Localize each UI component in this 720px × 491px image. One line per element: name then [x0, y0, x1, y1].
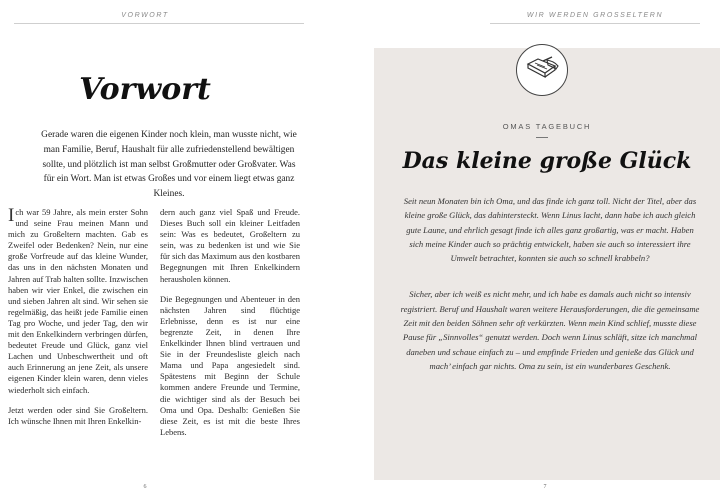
running-head-right: WIR WERDEN GROSSELTERN [526, 12, 664, 19]
writing-hand-icon [516, 44, 568, 96]
body-column-1 [8, 207, 148, 447]
header-rule-right [490, 23, 700, 24]
column1-paragraph-1 [8, 207, 148, 396]
drop-cap: I [8, 205, 15, 226]
section-title: Das kleine große Glück [402, 148, 692, 174]
header-rule-left [14, 23, 304, 24]
column2-paragraph-2: Die Begegnungen und Abenteuer in den nächsten Jahren sind flüchtige Erlebnisse, denn es ist nur eine begrenzte Zeit, in denen Ihre Enkelkinder Ihnen blind vertrauen und Sie in der Freundesliste gleich nach Mama und Papa angesiedelt sind. Spätestens mit Beginn der Schule kommen andere Freunde und Termine, die wichtiger sind als der Besuch bei Oma und Opa. Deshalb: Genießen Sie diese Zeit, es ist mit die beste Ihres Lebens. [160, 293, 300, 437]
diary-paragraph-2: Sicher, aber ich weiß es nicht mehr, und ich habe es damals auch nicht so intensiv registriert. Beruf und Haushalt waren weitere Herausforderungen, die die gemeinsame Zeit mit den beiden Söhnen sehr oft verkürzten. Wenn mein Kind schlief, musste diese Pause für „Sinnvolles“ genutzt werden. Doch wenn Linus schläft, sitze ich manchmal daneben und schaue einfach zu – und empfinde Frieden und genieße das Glück und mach’ einfach gar nichts. Oma zu sein, ist ein wunderbares Geschenk. [400, 289, 700, 371]
chapter-title: Vorwort [79, 72, 211, 107]
page-number-left: 6 [143, 484, 147, 490]
intro-paragraph: Gerade waren die eigenen Kinder noch klein, man wusste nicht, wie man Familie, Beruf, Haushalt für alle zufriedenstellend bewältigen sollte, und plötzlich ist man selbst Großmutter oder Großvater. Was für ein Wort. Man ist etwas Großes und vor einem liegt etwas ganz Kleines. [41, 130, 297, 200]
kicker-rule [536, 137, 548, 138]
right-page [360, 0, 720, 491]
page-number-right: 7 [543, 484, 547, 490]
body-columns [8, 207, 300, 447]
column1-paragraph-1-text: ch war 59 Jahre, als mein erster Sohn und seine Frau meinen Mann und mich zu Großeltern machten. Gab es Zweifel oder Bedenken? Nein, nur eine große Vorfreude auf das kleine Wunder, das uns in den nächsten Monaten und Jahren auf Trab halten sollte. Inzwischen haben wir vier Enkel, die zwischen ein und sieben Jahren alt sind. Wir sehen sie regelmäßig, das heißt jede Familie einen Tag pro Woche, und jeder Tag, den wir mit den Enkelkindern verbringen dürfen, bedeutet Freude und Glück, ganz viel Lachen und Unbeschwertheit und oft auch Erinnerung an jene Zeit, als unsere eigenen Kinder klein waren, denn vieles wiederholt sich einfach. [8, 207, 148, 395]
diary-paragraph-1: Seit neun Monaten bin ich Oma, und das finde ich ganz toll. Nicht der Titel, aber das kleine große Glück, das dahintersteckt. Wenn Linus lacht, dann habe ich auch gleich gute Laune, und ehrlich gesagt finde ich alles ganz großartig, was er macht. Haben sich meine Kinder auch so prächtig entwickelt, haben sie auch so interessiert ihre Umwelt betrachtet, konnten sie auch so schnell krabbeln? [403, 196, 697, 264]
column1-paragraph-2: Jetzt werden oder sind Sie Großeltern. Ich wünsche Ihnen mit Ihren Enkelkin- [8, 404, 148, 426]
section-kicker: OMAS TAGEBUCH [502, 122, 592, 131]
body-column-2 [160, 207, 300, 447]
column2-paragraph-1: dern auch ganz viel Spaß und Freude. Dieses Buch soll ein kleiner Leitfaden sein: Was es bedeutet, Großeltern zu sein, was zu bedenken ist und wie Sie für sich das Maximum aus den kostbaren Begegnungen mit Ihren Enkelkindern herausholen können. [160, 207, 300, 284]
diary-text [400, 194, 700, 395]
running-head-left: VORWORT [121, 12, 169, 19]
